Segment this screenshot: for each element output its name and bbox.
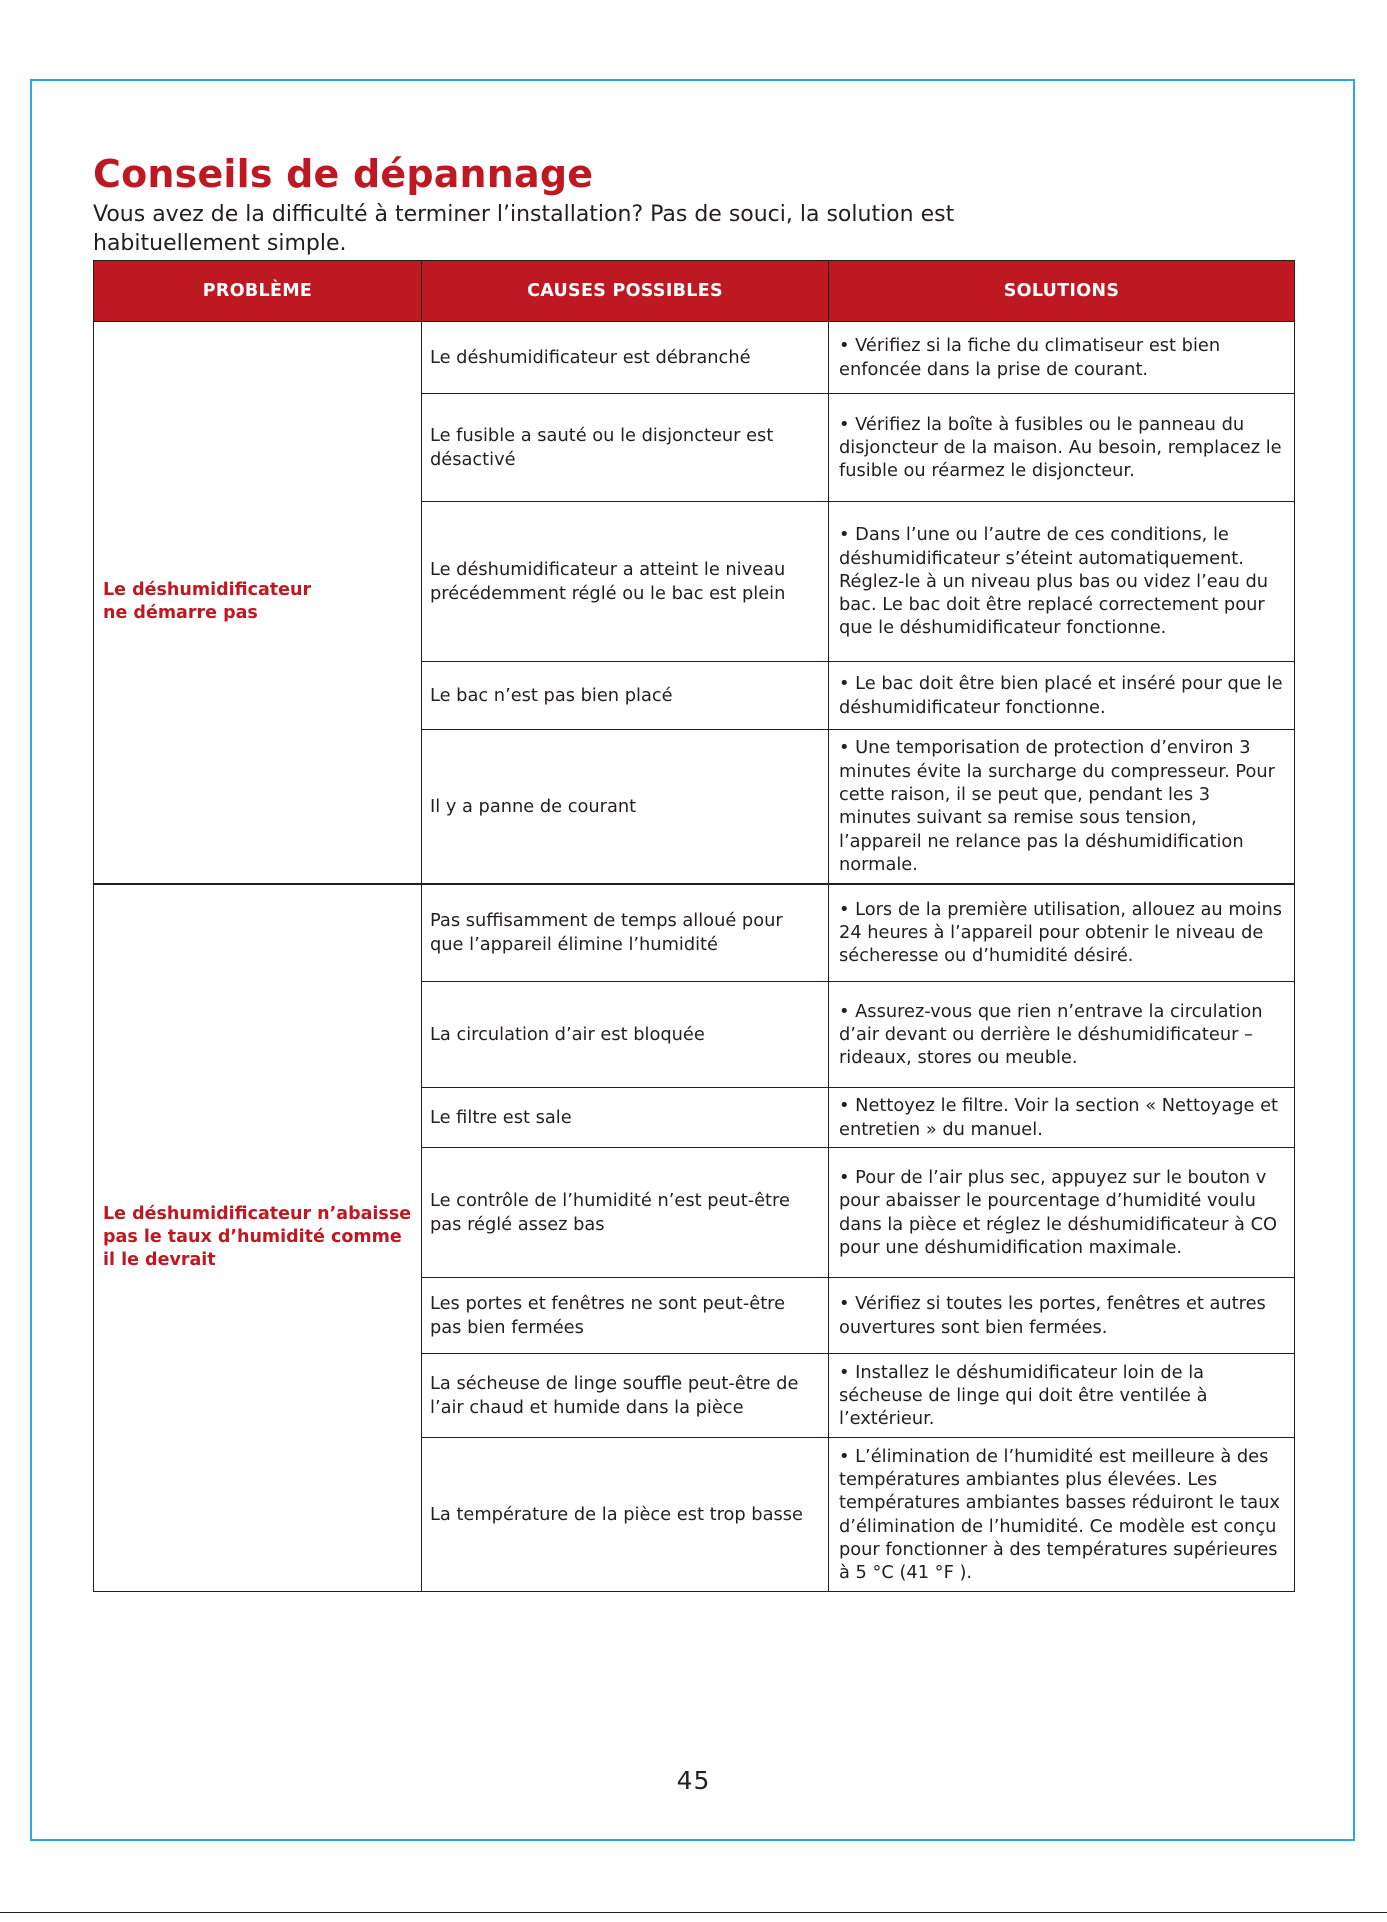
solution-cell: • Nettoyez le filtre. Voir la section « Nettoyage et entretien » du manuel. bbox=[829, 1088, 1295, 1148]
cause-cell: Le fusible a sauté ou le disjoncteur est désactivé bbox=[422, 394, 829, 502]
problem-text: Le déshumidificateur n’abaisse pas le taux d’humidité comme il le devrait bbox=[103, 1203, 412, 1271]
cause-cell: Le bac n’est pas bien placé bbox=[422, 662, 829, 730]
solution-cell: • Une temporisation de protection d’environ 3 minutes évite la surcharge du compresseur. Pour cette raison, il se peut que, pendant les 3 minutes suivant sa remise sous tension, l’appareil ne relance pas la déshumidification normale. bbox=[829, 730, 1295, 884]
solution-cell: • Vérifiez si la fiche du climatiseur est bien enfoncée dans la prise de courant. bbox=[829, 322, 1295, 394]
header-solutions: SOLUTIONS bbox=[829, 261, 1295, 322]
solution-cell: • Lors de la première utilisation, allouez au moins 24 heures à l’appareil pour obtenir le niveau de sécheresse ou d’humidité désiré. bbox=[829, 884, 1295, 982]
solution-cell: • Vérifiez si toutes les portes, fenêtres et autres ouvertures sont bien fermées. bbox=[829, 1278, 1295, 1354]
solution-cell: • L’élimination de l’humidité est meilleure à des températures ambiantes plus élevées. Les températures ambiantes basses réduiront le taux d’élimination de l’humidité. Ce modèle est conçu pour fonctionner à des températures supérieures à 5 °C (41 °F ). bbox=[829, 1438, 1295, 1592]
cause-cell: La température de la pièce est trop basse bbox=[422, 1438, 829, 1592]
page-title: Conseils de dépannage bbox=[93, 152, 594, 196]
solution-cell: • Pour de l’air plus sec, appuyez sur le bouton v pour abaisser le pourcentage d’humidité voulu dans la pièce et réglez le déshumidificateur à CO pour une déshumidification maximale. bbox=[829, 1148, 1295, 1278]
cause-cell: La circulation d’air est bloquée bbox=[422, 982, 829, 1088]
table-row bbox=[94, 884, 1295, 982]
solution-cell: • Dans l’une ou l’autre de ces conditions, le déshumidificateur s’éteint automatiquement. Réglez-le à un niveau plus bas ou videz l’eau du bac. Le bac doit être replacé correctement pour que le déshumidificateur fonctionne. bbox=[829, 502, 1295, 662]
header-probleme: PROBLÈME bbox=[94, 261, 422, 322]
table-row bbox=[94, 322, 1295, 394]
solution-cell: • Installez le déshumidificateur loin de la sécheuse de linge qui doit être ventilée à l’extérieur. bbox=[829, 1354, 1295, 1438]
cause-cell: Il y a panne de courant bbox=[422, 730, 829, 884]
solution-cell: • Le bac doit être bien placé et inséré pour que le déshumidificateur fonctionne. bbox=[829, 662, 1295, 730]
page-number: 45 bbox=[676, 1766, 711, 1795]
problem-text: Le déshumidificateur ne démarre pas bbox=[103, 579, 312, 624]
cause-cell: Le contrôle de l’humidité n’est peut-être pas réglé assez bas bbox=[422, 1148, 829, 1278]
header-causes: CAUSES POSSIBLES bbox=[422, 261, 829, 322]
bottom-divider bbox=[0, 1912, 1387, 1913]
cause-cell: La sécheuse de linge souffle peut-être de l’air chaud et humide dans la pièce bbox=[422, 1354, 829, 1438]
troubleshooting-table bbox=[93, 260, 1295, 1592]
cause-cell: Le déshumidificateur est débranché bbox=[422, 322, 829, 394]
cause-cell: Le filtre est sale bbox=[422, 1088, 829, 1148]
cause-cell: Pas suffisamment de temps alloué pour que l’appareil élimine l’humidité bbox=[422, 884, 829, 982]
solution-cell: • Vérifiez la boîte à fusibles ou le panneau du disjoncteur de la maison. Au besoin, remplacez le fusible ou réarmez le disjoncteur. bbox=[829, 394, 1295, 502]
intro-text: Vous avez de la difficulté à terminer l’installation? Pas de souci, la solution est habituellement simple. bbox=[93, 202, 955, 256]
problem-cell bbox=[94, 884, 422, 1592]
table-header-row bbox=[94, 261, 1295, 322]
cause-cell: Les portes et fenêtres ne sont peut-être pas bien fermées bbox=[422, 1278, 829, 1354]
cause-cell: Le déshumidificateur a atteint le niveau précédemment réglé ou le bac est plein bbox=[422, 502, 829, 662]
solution-cell: • Assurez-vous que rien n’entrave la circulation d’air devant ou derrière le déshumidificateur – rideaux, stores ou meuble. bbox=[829, 982, 1295, 1088]
problem-cell bbox=[94, 322, 422, 884]
